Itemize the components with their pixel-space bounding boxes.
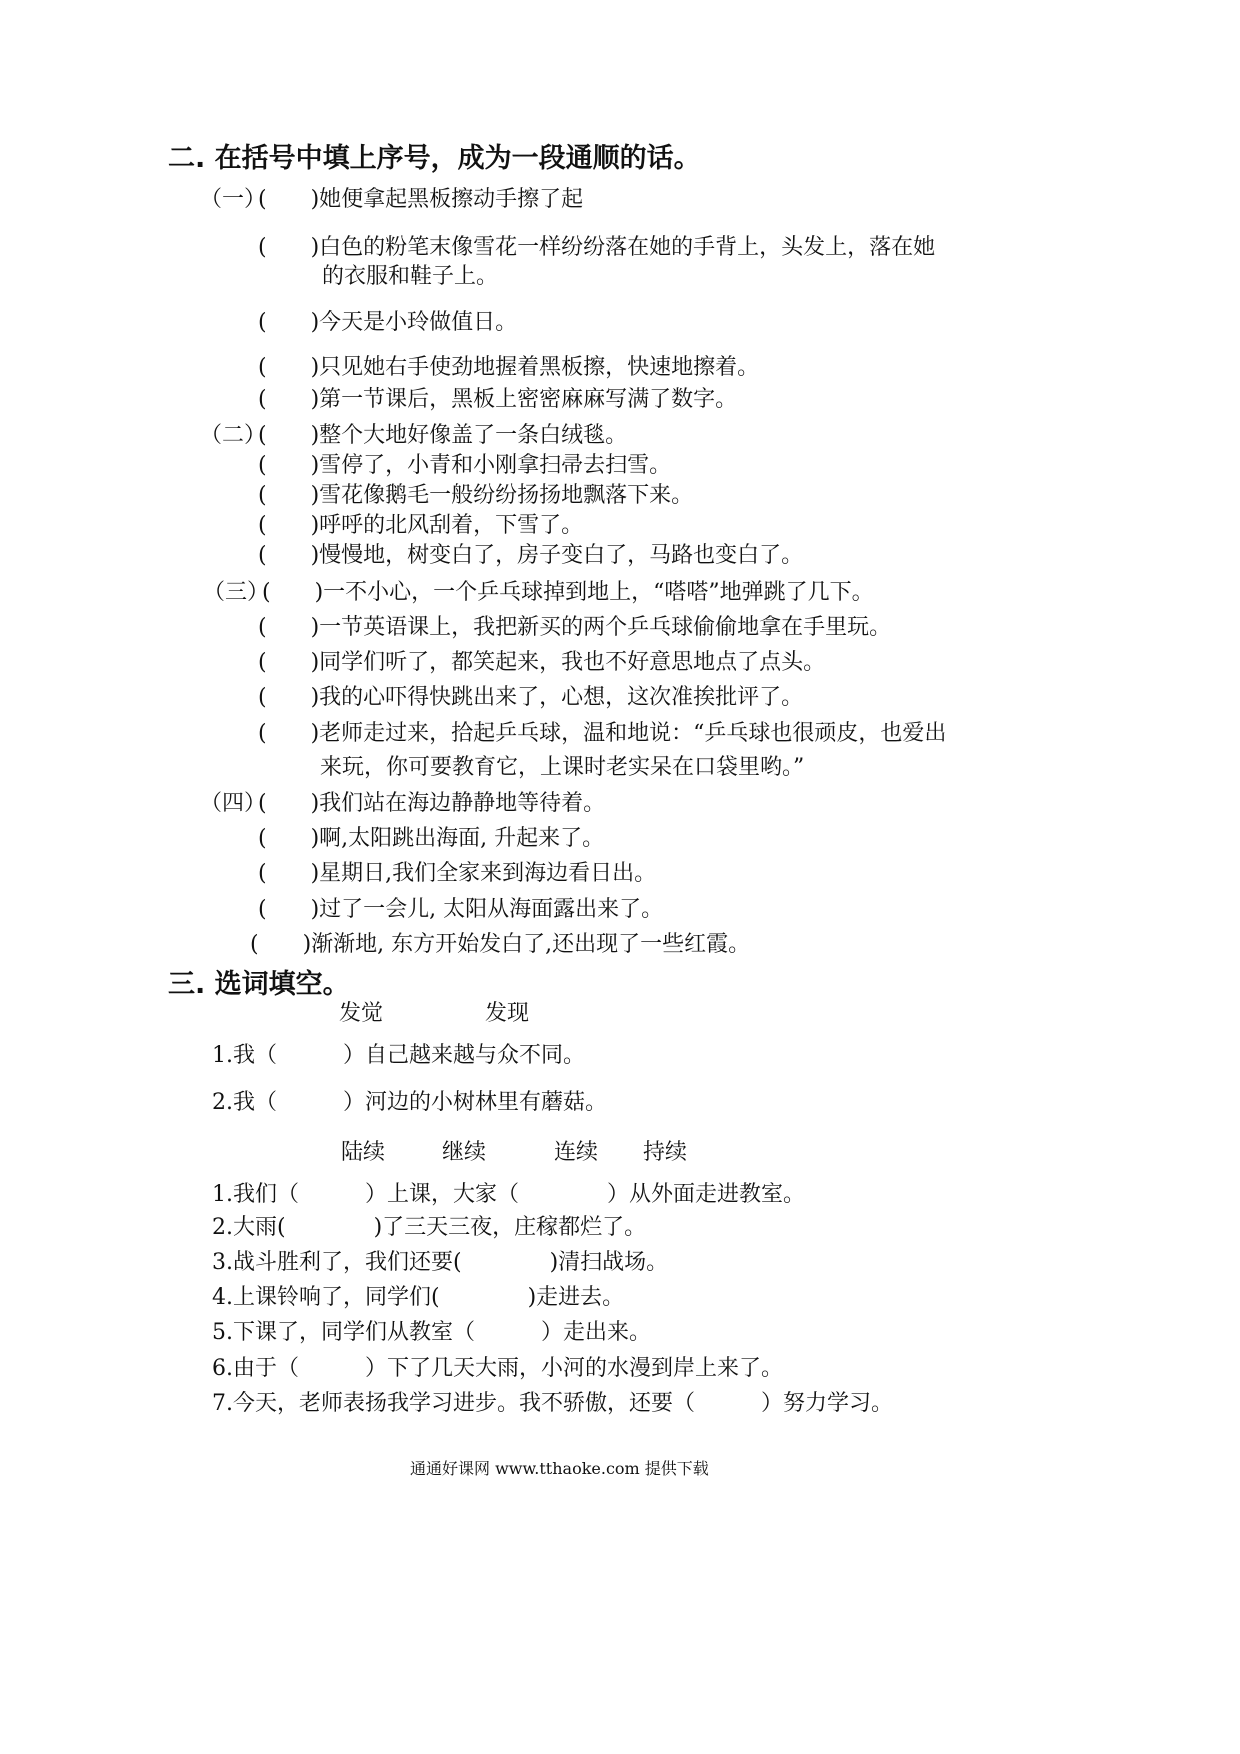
group-3-line-5-cont: 来玩，你可要教育它，上课时老实呆在口袋里哟。” xyxy=(320,755,805,780)
footer-text: 通通好课网 www.tthaoke.com 提供下载 xyxy=(410,1459,709,1478)
group-3-line-4: ( )我的心吓得快跳出来了，心想，这次准挨批评了。 xyxy=(258,685,804,710)
set-2-item-1: 1.我们（ ）上课，大家（ ）从外面走进教室。 xyxy=(212,1182,805,1207)
group-4-line-4: ( )过了一会儿, 太阳从海面露出来了。 xyxy=(258,897,664,922)
group-3-line-5: ( )老师走过来，拾起乒乓球，温和地说：“乒乓球也很顽皮，也爱出 xyxy=(258,721,947,746)
group-4-label: （四） xyxy=(200,791,267,816)
set-1-item-2: 2.我（ ）河边的小树林里有蘑菇。 xyxy=(212,1090,607,1115)
set-1-item-1: 1.我（ ）自己越来越与众不同。 xyxy=(212,1043,585,1068)
group-4-line-3: ( )星期日,我们全家来到海边看日出。 xyxy=(258,861,657,886)
word-option-6: 持续 xyxy=(643,1140,688,1165)
word-option-5: 连续 xyxy=(554,1140,599,1165)
set-2-item-2: 2.大雨( )了三天三夜，庄稼都烂了。 xyxy=(212,1215,647,1240)
group-4-line-5: ( )渐渐地, 东方开始发白了,还出现了一些红霞。 xyxy=(250,932,751,957)
set-2-item-4: 4.上课铃响了，同学们( )走进去。 xyxy=(212,1285,625,1310)
group-2-line-4: ( )呼呼的北风刮着，下雪了。 xyxy=(258,513,584,538)
group-1-line-2-cont: 的衣服和鞋子上。 xyxy=(322,264,499,289)
group-2-line-3: ( )雪花像鹅毛一般纷纷扬扬地飘落下来。 xyxy=(258,483,694,508)
group-3-line-3: ( )同学们听了，都笑起来，我也不好意思地点了点头。 xyxy=(258,650,826,675)
group-1-line-4: ( )只见她右手使劲地握着黑板擦，快速地擦着。 xyxy=(258,355,760,380)
set-2-item-5: 5.下课了，同学们从教室（ ）走出来。 xyxy=(212,1320,651,1345)
word-option-3: 陆续 xyxy=(341,1140,386,1165)
group-2-line-1: ( )整个大地好像盖了一条白绒毯。 xyxy=(258,423,628,448)
group-3-label: （三） xyxy=(203,580,270,605)
group-4-line-1: ( )我们站在海边静静地等待着。 xyxy=(258,791,606,816)
word-option-4: 继续 xyxy=(442,1140,487,1165)
group-2-line-5: ( )慢慢地，树变白了，房子变白了，马路也变白了。 xyxy=(258,543,804,568)
word-option-2: 发现 xyxy=(485,1001,530,1026)
group-2-line-2: ( )雪停了，小青和小刚拿扫帚去扫雪。 xyxy=(258,453,672,478)
section-3-heading: 三. 选词填空。 xyxy=(168,969,350,1000)
group-1-line-1: ( )她便拿起黑板擦动手擦了起 xyxy=(258,187,584,212)
section-2-heading: 二. 在括号中填上序号，成为一段通顺的话。 xyxy=(168,143,701,174)
group-1-label: （一） xyxy=(200,187,267,212)
group-1-line-2: ( )白色的粉笔末像雪花一样纷纷落在她的手背上，头发上，落在她 xyxy=(258,235,936,260)
group-3-line-2: ( )一节英语课上，我把新买的两个乒乓球偷偷地拿在手里玩。 xyxy=(258,615,892,640)
group-4-line-2: ( )啊,太阳跳出海面, 升起来了。 xyxy=(258,826,605,851)
group-3-line-1: ( )一不小心，一个乒乓球掉到地上，“嗒嗒”地弹跳了几下。 xyxy=(262,580,874,605)
group-2-label: （二） xyxy=(200,423,267,448)
word-option-1: 发觉 xyxy=(339,1001,384,1026)
set-2-item-6: 6.由于（ ）下了几天大雨，小河的水漫到岸上来了。 xyxy=(212,1356,783,1381)
group-1-line-5: ( )第一节课后，黑板上密密麻麻写满了数字。 xyxy=(258,387,738,412)
set-2-item-3: 3.战斗胜利了，我们还要( )清扫战场。 xyxy=(212,1250,669,1275)
group-1-line-3: ( )今天是小玲做值日。 xyxy=(258,310,518,335)
set-2-item-7: 7.今天，老师表扬我学习进步。我不骄傲，还要（ ）努力学习。 xyxy=(212,1391,893,1416)
